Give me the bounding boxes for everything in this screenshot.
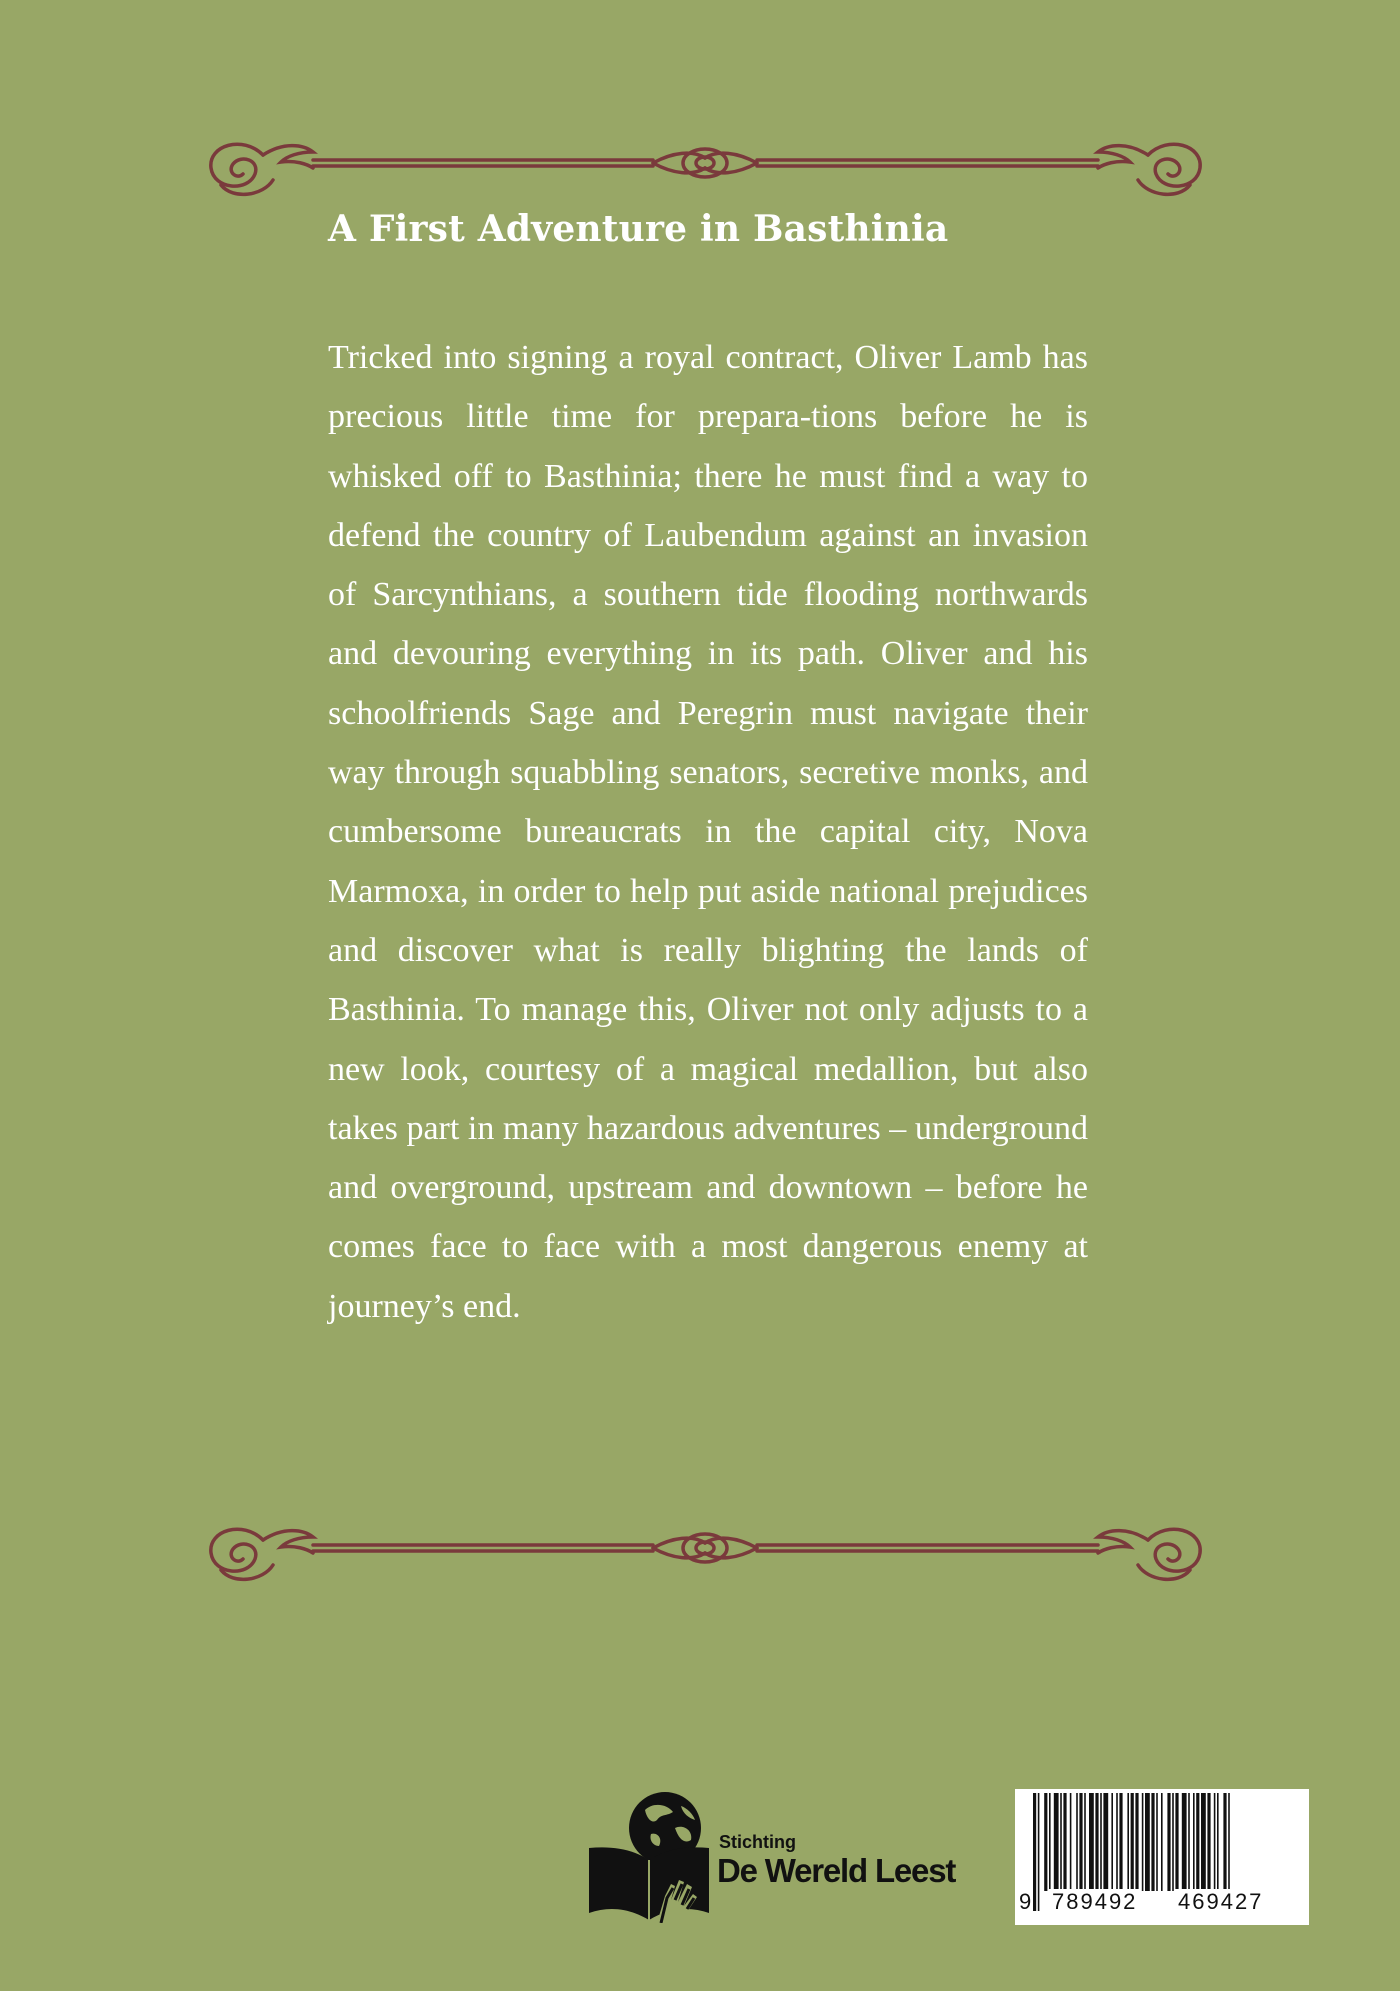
barcode-bar xyxy=(1142,1793,1144,1891)
barcode-bar xyxy=(1217,1793,1219,1891)
barcode-bar xyxy=(1063,1793,1066,1891)
globe-reader-logo-icon xyxy=(587,1788,717,1923)
barcode-bar xyxy=(1100,1793,1102,1891)
barcode-bar xyxy=(1038,1793,1040,1911)
isbn-barcode xyxy=(1015,1789,1309,1925)
top-ornament xyxy=(203,130,1208,200)
publisher-logo xyxy=(587,1788,987,1928)
barcode-bar xyxy=(1214,1793,1216,1891)
barcode-bar xyxy=(1049,1793,1051,1891)
barcode-bar xyxy=(1054,1793,1059,1891)
bottom-ornament xyxy=(203,1515,1208,1585)
book-title: A First Adventure in Basthinia xyxy=(328,208,949,250)
barcode-bar xyxy=(1089,1793,1094,1891)
scroll-flourish-icon xyxy=(203,130,1208,200)
barcode-bar xyxy=(1079,1793,1082,1891)
barcode-bar xyxy=(1223,1793,1226,1891)
barcode-left-digits: 789492 xyxy=(1049,1889,1140,1915)
barcode-bar xyxy=(1188,1793,1190,1891)
barcode-bar xyxy=(1119,1793,1122,1891)
barcode-bar xyxy=(1127,1793,1129,1891)
barcode-bar xyxy=(1116,1793,1118,1891)
barcode-bar xyxy=(1156,1793,1158,1891)
barcode-bar xyxy=(1207,1793,1210,1891)
publisher-prefix: Stichting xyxy=(719,1832,796,1852)
barcode-bar xyxy=(1151,1793,1154,1891)
barcode-bar xyxy=(1135,1793,1138,1891)
barcode-bar xyxy=(1044,1793,1047,1891)
publisher-name: De Wereld Leest xyxy=(717,1852,956,1889)
barcode-bar xyxy=(1167,1793,1170,1891)
barcode-bar xyxy=(1076,1793,1078,1891)
barcode-bar xyxy=(1145,1793,1150,1891)
barcode-bar xyxy=(1033,1793,1036,1911)
barcode-bar xyxy=(1111,1793,1113,1891)
barcode-first-digit: 9 xyxy=(1019,1889,1032,1914)
barcode-bar xyxy=(1060,1793,1062,1891)
barcode-bar xyxy=(1193,1793,1195,1891)
barcode-bar xyxy=(1103,1793,1108,1891)
barcode-bar xyxy=(1196,1793,1199,1891)
barcode-bar xyxy=(1161,1793,1163,1891)
barcode-right-digits: 469427 xyxy=(1175,1889,1266,1915)
barcode-bar xyxy=(1172,1793,1174,1891)
barcode-bar xyxy=(1182,1793,1187,1891)
barcode-bar xyxy=(1095,1793,1098,1891)
back-cover-blurb: Tricked into signing a royal contract, Oliver Lamb has precious little time for prepara-tions before he is whisked off to Basthinia; there he must find a way to defend the country of Laubendum against an invasion of Sarcynthians, a southern tide flooding northwards and devouring everything in its path. Oliver and his schoolfriends Sage and Peregrin must navigate their way through squabbling senators, secretive monks, and cumbersome bureaucrats in the capital city, Nova Marmoxa, in order to help put aside national prejudices and discover what is really blighting the lands of Basthinia. To manage this, Oliver not only adjusts to a new look, courtesy of a magical medallion, but also takes part in many hazardous adventures – underground and overground, upstream and downtown – before he comes face to face with a most dangerous enemy at journey’s end. xyxy=(328,339,1088,1325)
barcode-bar xyxy=(1175,1793,1178,1891)
barcode-bar xyxy=(1201,1793,1206,1891)
scroll-flourish-icon xyxy=(203,1515,1208,1585)
barcode-bar xyxy=(1084,1793,1086,1891)
barcode-bar xyxy=(1070,1793,1072,1891)
